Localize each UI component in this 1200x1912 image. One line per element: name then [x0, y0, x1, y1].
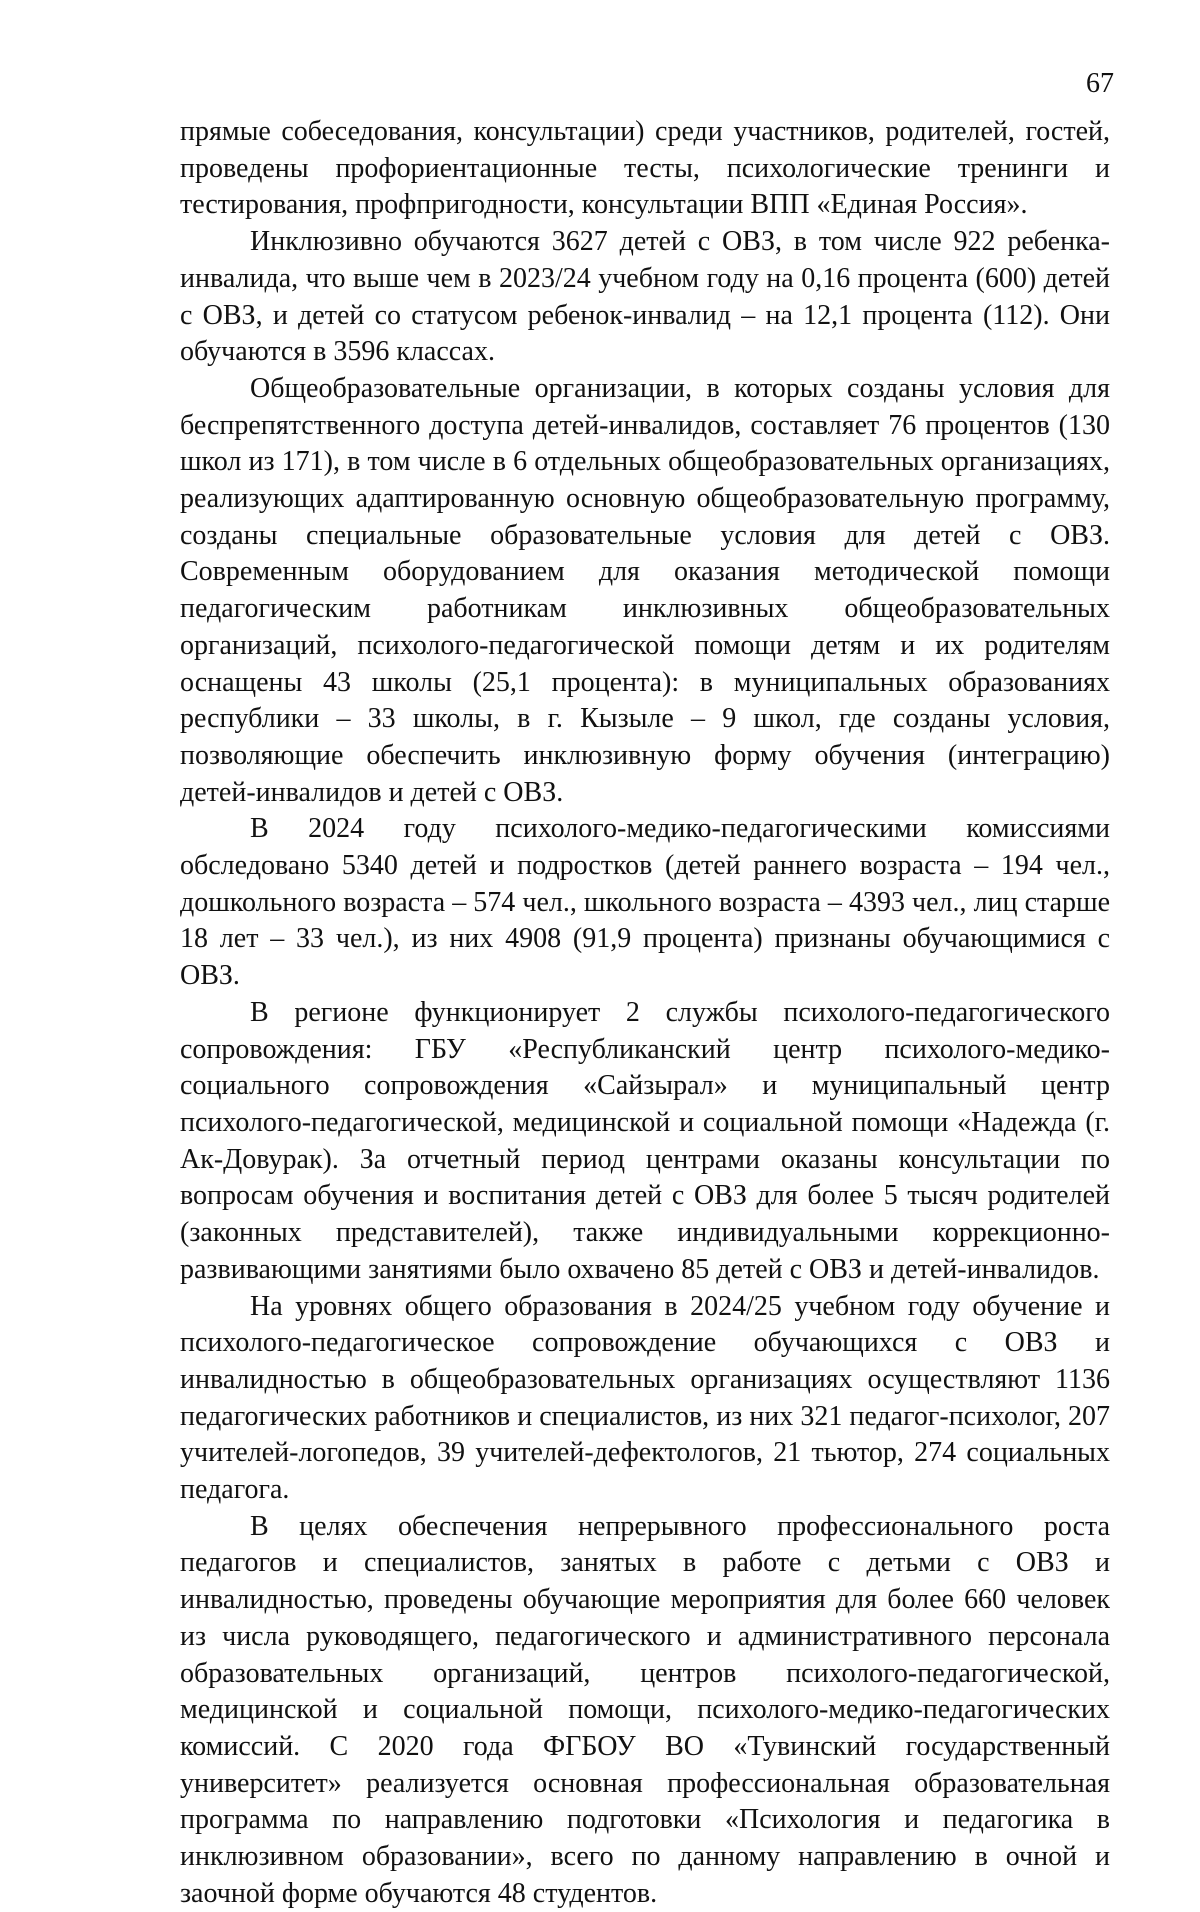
- paragraph-continuation: прямые собеседования, консультации) среди участников, родителей, гостей, проведены профориентационные тесты, психологические тренинги и тестирования, профпригодности, консультации ВПП «Единая Россия».: [180, 116, 1110, 221]
- paragraph-specialists: На уровнях общего образования в 2024/25 учебном году обучение и психолого-педагогическое сопровождение обучающихся с ОВЗ и инвалидностью в общеобразовательных организациях осуществляют 1136 педагогических работников и специалистов, из них 321 педагог-психолог, 207 учителей-логопедов, 39 учителей-дефектологов, 21 тьютор, 274 социальных педагога.: [180, 1290, 1110, 1506]
- paragraph-inclusive-education: Инклюзивно обучаются 3627 детей с ОВЗ, в том числе 922 ребенка-инвалида, что выше чем в 2023/24 учебном году на 0,16 процента (600) детей с ОВЗ, и детей со статусом ребенок-инвалид – на 12,1 процента (112). Они обучаются в 3596 классах.: [180, 226, 1110, 368]
- paragraph-accessible-schools: Общеобразовательные организации, в которых созданы условия для беспрепятственного доступа детей-инвалидов, составляет 76 процентов (130 школ из 171), в том числе в 6 отдельных общеобразовательных организациях, реализующих адаптированную основную общеобразовательную программу, созданы специальные образовательные условия для детей с ОВЗ. Современным оборудованием для оказания методической помощи педагогическим работникам инклюзивных общеобразовательных организаций, психолого-педагогической помощи детям и их родителям оснащены 43 школы (25,1 процента): в муниципальных образованиях республики – 33 школы, в г. Кызыле – 9 школ, где созданы условия, позволяющие обеспечить инклюзивную форму обучения (интеграцию) детей-инвалидов и детей с ОВЗ.: [180, 372, 1110, 808]
- document-body: [180, 114, 1110, 1912]
- paragraph-pmpk-examination: В 2024 году психолого-медико-педагогическими комиссиями обследовано 5340 детей и подростков (детей раннего возраста – 194 чел., дошкольного возраста – 574 чел., школьного возраста – 4393 чел., лиц старше 18 лет – 33 чел.), из них 4908 (91,9 процента) признаны обучающимися с ОВЗ.: [180, 813, 1110, 992]
- paragraph-support-services: В регионе функционирует 2 службы психолого-педагогического сопровождения: ГБУ «Республиканский центр психолого-медико-социального сопровождения «Сайзырал» и муниципальный центр психолого-педагогической, медицинской и социальной помощи «Надежда (г. Ак-Довурак). За отчетный период центрами оказаны консультации по вопросам обучения и воспитания детей с ОВЗ для более 5 тысяч родителей (законных представителей), также индивидуальными коррекционно-развивающими занятиями было охвачено 85 детей с ОВЗ и детей-инвалидов.: [180, 996, 1110, 1285]
- page-number: 67: [1086, 68, 1114, 99]
- paragraph-professional-training: В целях обеспечения непрерывного профессионального роста педагогов и специалистов, занятых в работе с детьми с ОВЗ и инвалидностью, проведены обучающие мероприятия для более 660 человек из числа руководящего, педагогического и административного персонала образовательных организаций, центров психолого-педагогической, медицинской и социальной помощи, психолого-медико-педагогических комиссий. С 2020 года ФГБОУ ВО «Тувинский государственный университет» реализуется основная профессиональная образовательная программа по направлению подготовки «Психология и педагогика в инклюзивном образовании», всего по данному направлению в очной и заочной форме обучаются 48 студентов.: [180, 1510, 1110, 1909]
